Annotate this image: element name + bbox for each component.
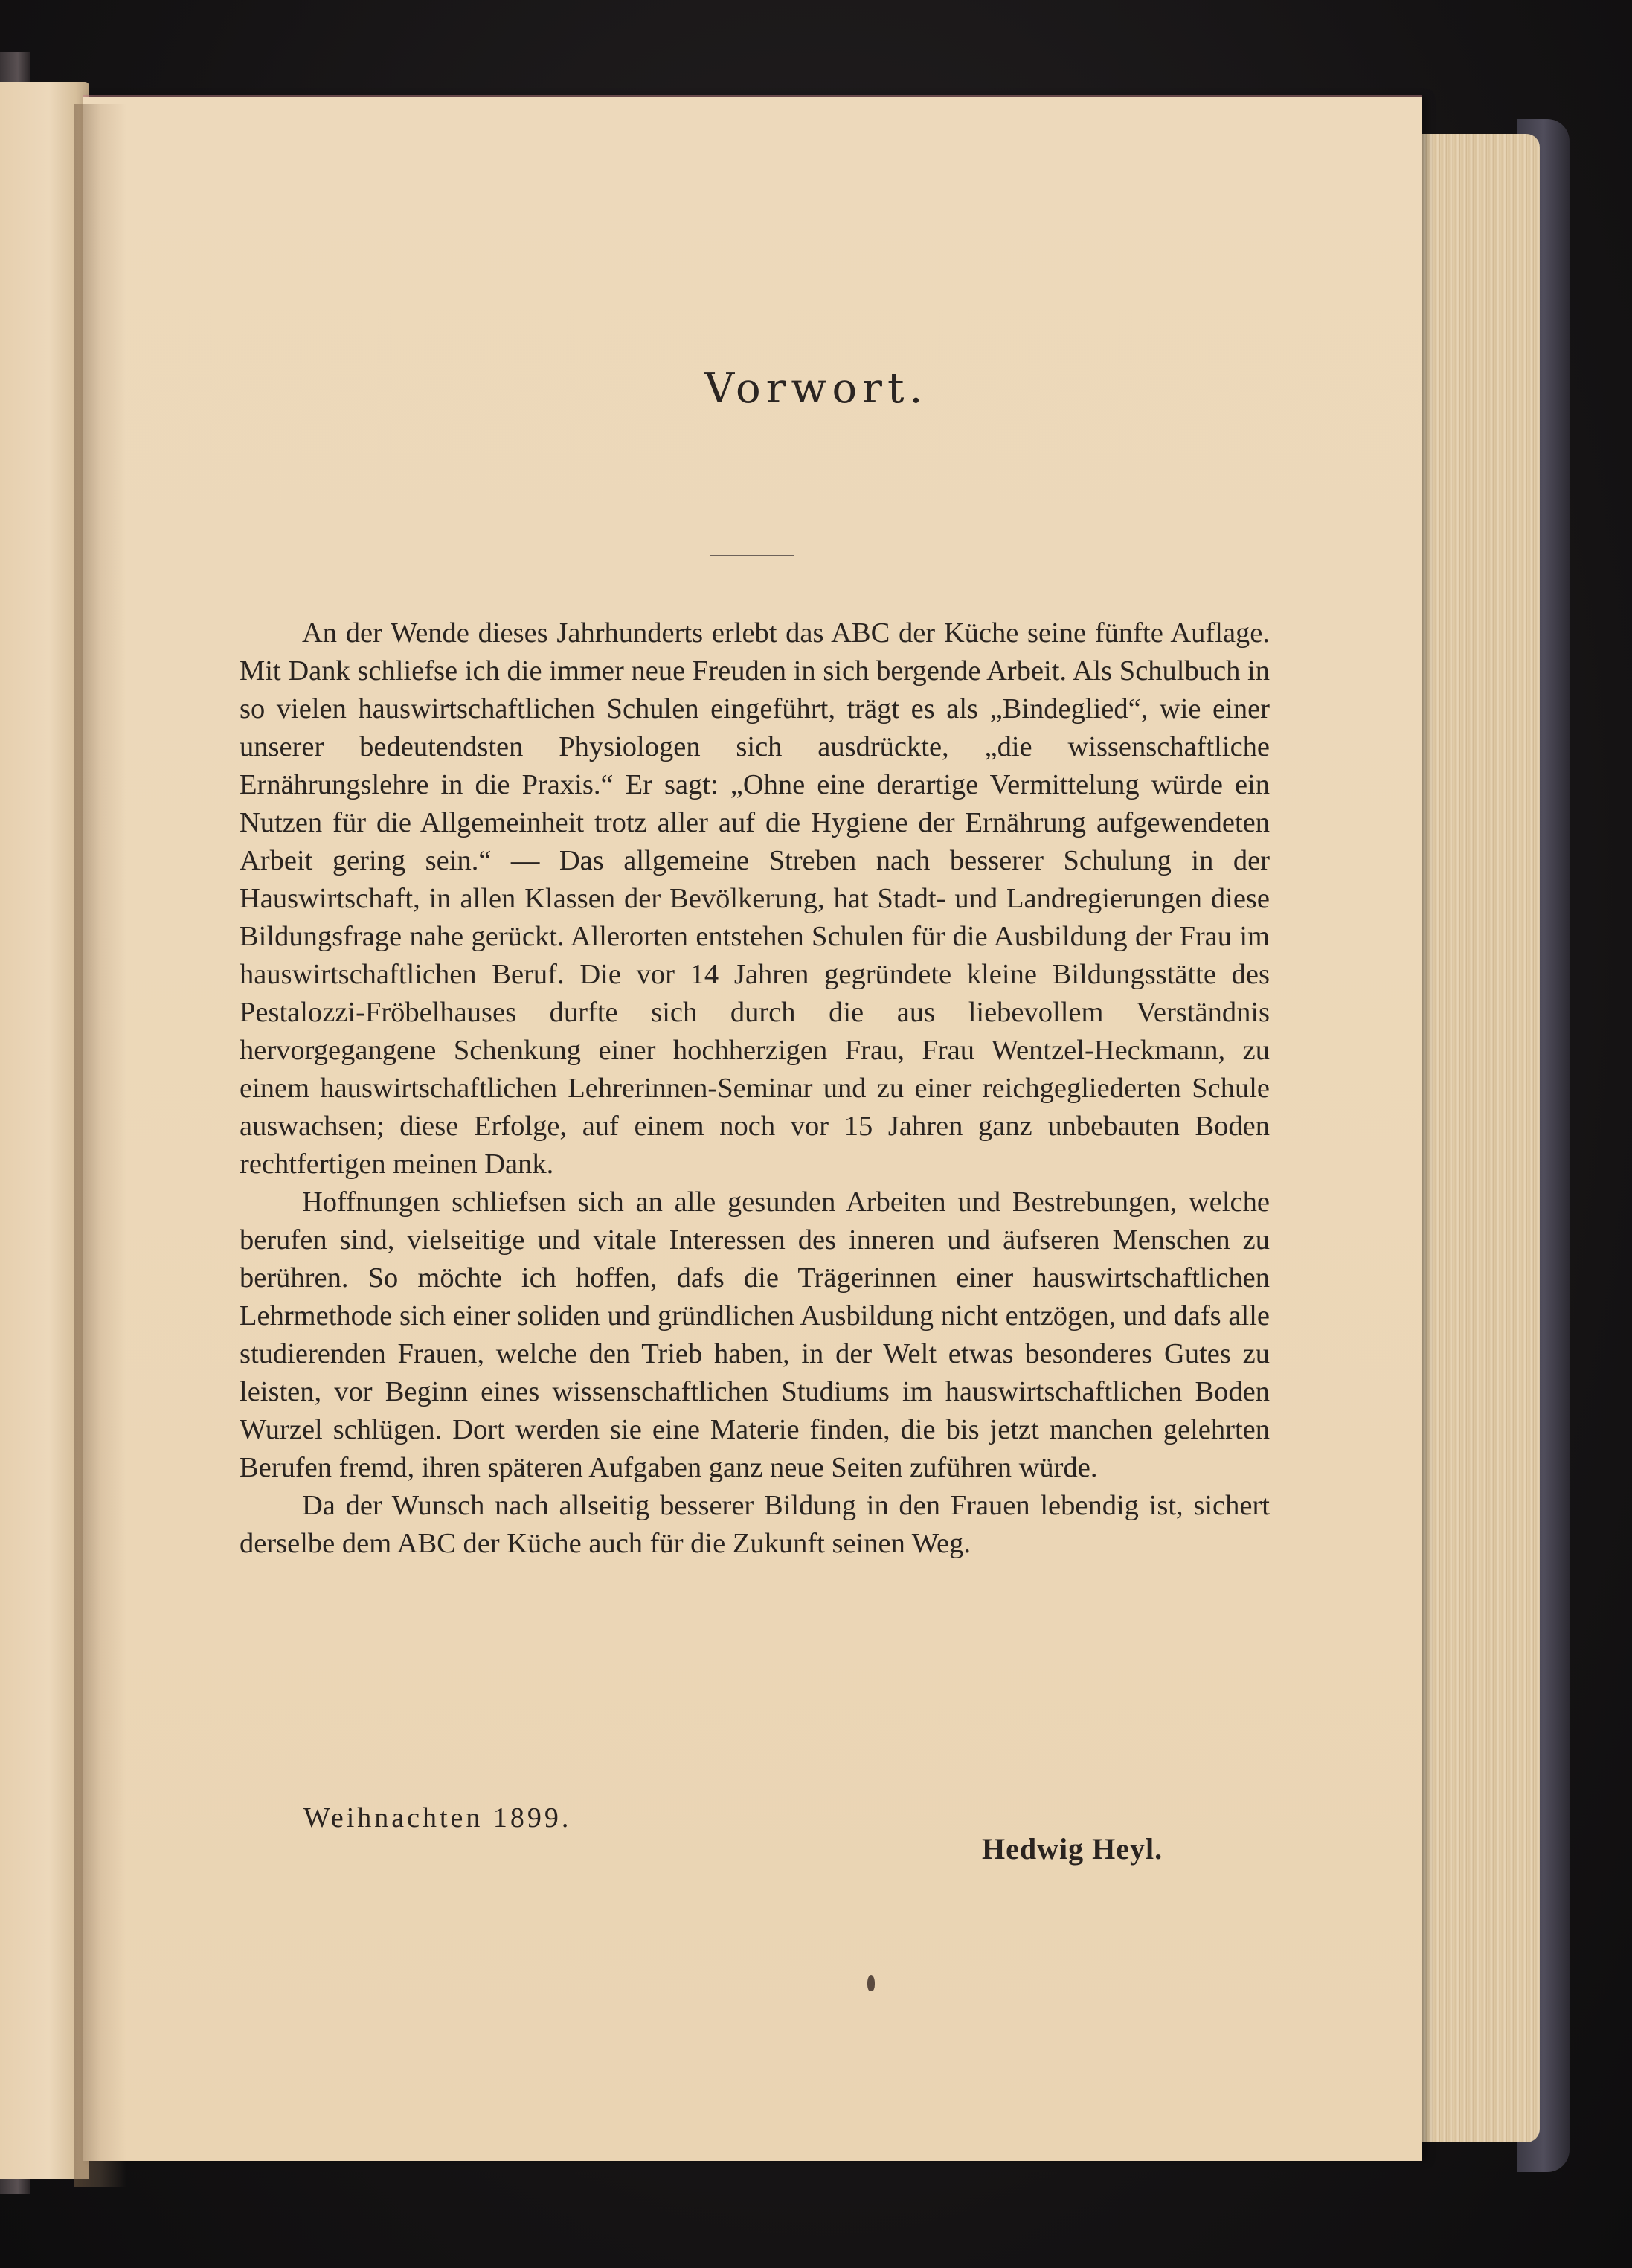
signature: Hedwig Heyl. <box>982 1832 1163 1866</box>
body-text <box>240 614 1270 1563</box>
page-heading: Vorwort. <box>704 364 928 413</box>
page-ink-mark <box>867 1975 875 1991</box>
paragraph-3: Da der Wunsch nach allseitig besserer Bildung in den Frauen lebendig ist, sichert derselbe dem ABC der Küche auch für die Zukunft seinen Weg. <box>240 1490 1270 1559</box>
gutter-shadow <box>74 104 126 2187</box>
heading-rule <box>710 555 794 556</box>
paragraph-1: An der Wende dieses Jahrhunderts erlebt das ABC der Küche seine fünfte Auflage. Mit Dank schliefse ich die immer neue Freuden in sich bergende Arbeit. Als Schulbuch in so vielen hauswirtschaftlichen Schulen eingeführt, trägt es als „Bindeglied“, wie einer unserer bedeutendsten Physiologen sich ausdrückte, „die wissenschaftliche Ernährungslehre in die Praxis.“ Er sagt: „Ohne eine derartige Vermittelung würde ein Nutzen für die Allgemeinheit trotz aller auf die Hygiene der Ernährung aufgewendeten Arbeit gering sein.“ — Das allgemeine Streben nach besserer Schulung in der Hauswirtschaft, in allen Klassen der Bevölkerung, hat Stadt- und Landregierungen diese Bildungsfrage nahe gerückt. Allerorten entstehen Schulen für die Ausbildung der Frau im hauswirtschaftlichen Beruf. Die vor 14 Jahren gegründete kleine Bildungsstätte des Pestalozzi-Fröbelhauses durfte sich durch die aus liebevollem Verständnis hervorgegangene Schenkung einer hochherzigen Frau, Frau Wentzel-Heckmann, zu einem hauswirtschaftlichen Lehrerinnen-Seminar und zu einer reichgegliederten Schule auswachsen; diese Erfolge, auf einem noch vor 15 Jahren ganz unbebauten Boden rechtfertigen meinen Dank. <box>240 617 1270 1180</box>
dateline: Weihnachten 1899. <box>303 1802 572 1834</box>
page-stack-edge <box>1413 134 1540 2142</box>
paragraph-2: Hoffnungen schliefsen sich an alle gesunden Arbeiten und Bestrebungen, welche berufen sind, vielseitige und vitale Interessen des inneren und äufseren Menschen zu berühren. So möchte ich hoffen, dafs die Trägerinnen einer hauswirtschaftlichen Lehrmethode sich einer soliden und gründlichen Ausbildung nicht entzögen, und dafs alle studierenden Frauen, welche den Trieb haben, in der Welt etwas besonderes Gutes zu leisten, vor Beginn eines wissenschaftlichen Studiums im hauswirtschaftlichen Boden Wurzel schlügen. Dort werden sie eine Materie finden, die bis jetzt manchen gelehrten Berufen fremd, ihren späteren Aufgaben ganz neue Seiten zuführen würde. <box>240 1186 1270 1483</box>
